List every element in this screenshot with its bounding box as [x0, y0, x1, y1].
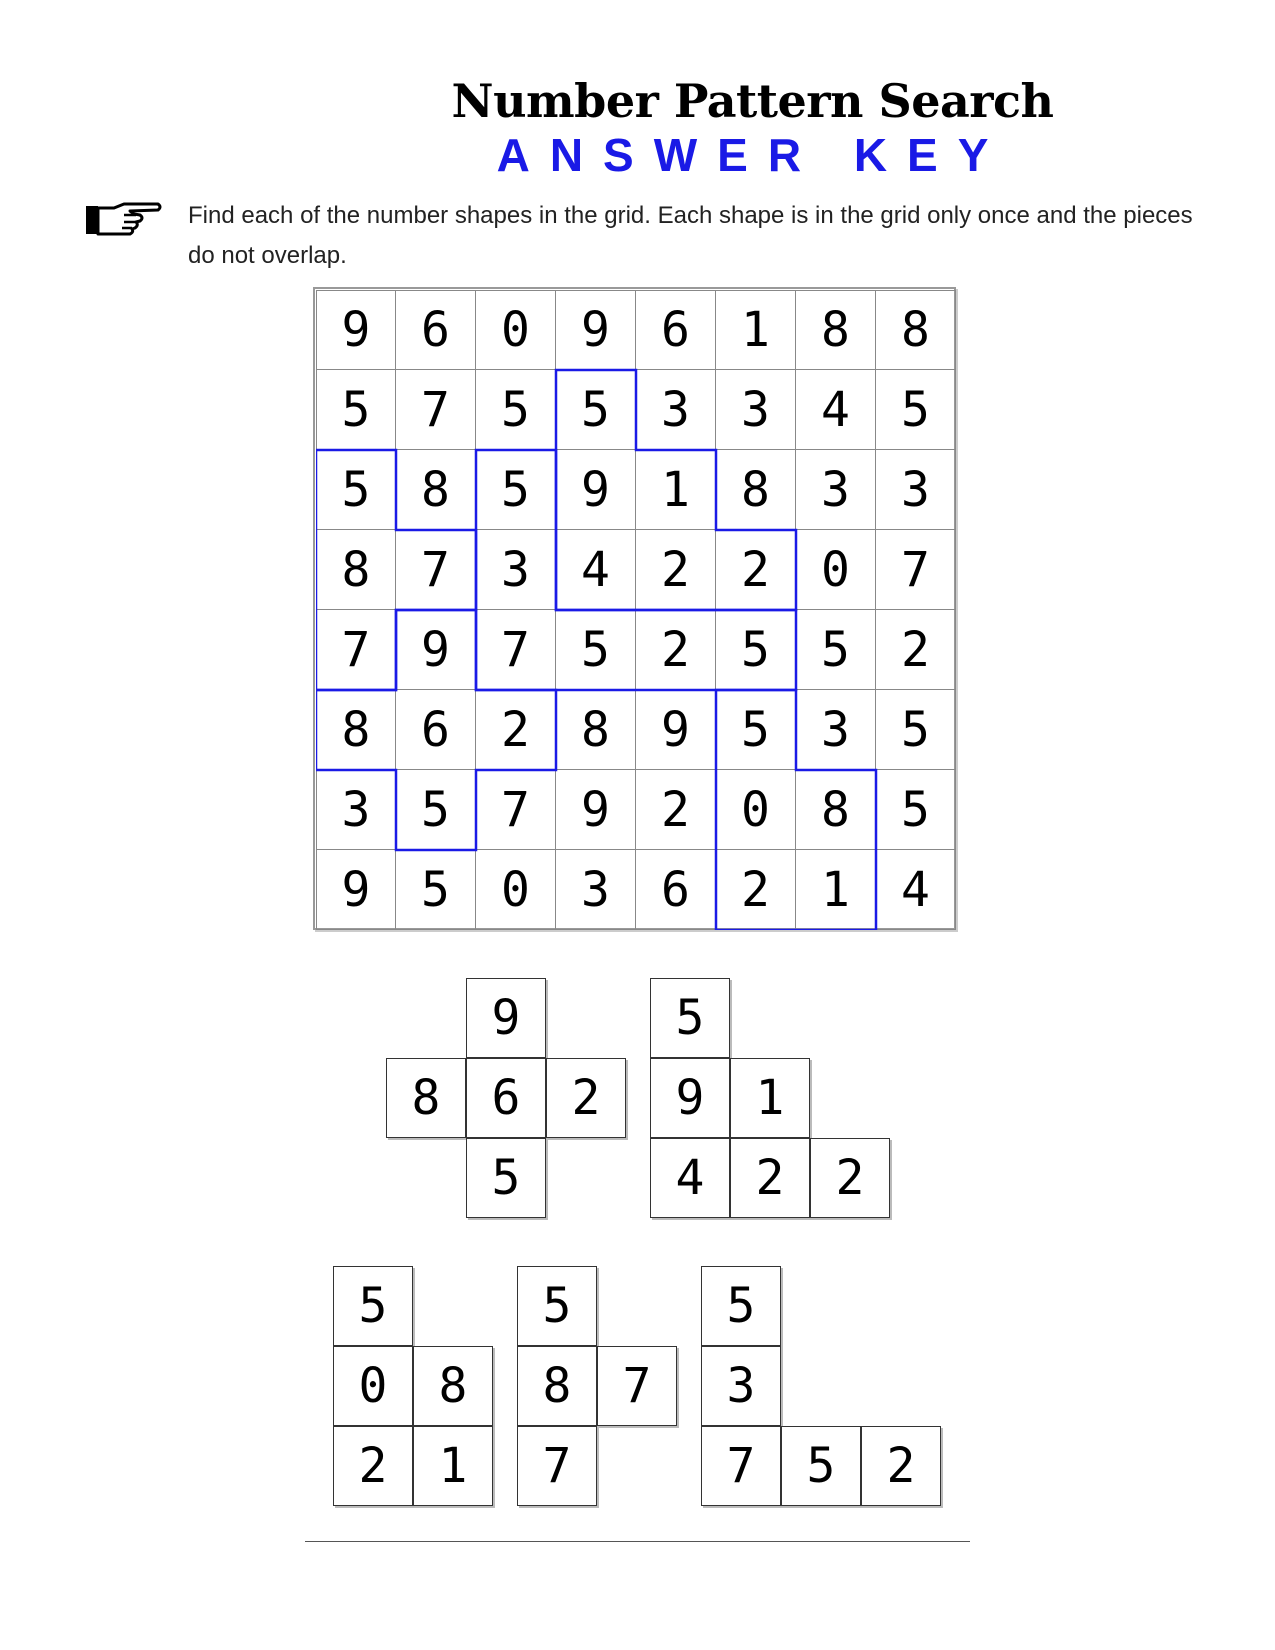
grid-cell: 2 — [476, 690, 556, 770]
grid-cell: 5 — [796, 610, 876, 690]
grid-cell: 5 — [396, 770, 476, 850]
grid-cell: 9 — [556, 290, 636, 370]
grid-cell: 8 — [796, 290, 876, 370]
piece-cell: 7 — [597, 1346, 677, 1426]
grid-cell: 5 — [876, 370, 956, 450]
piece-cell: 2 — [810, 1138, 890, 1218]
grid-cell: 1 — [636, 450, 716, 530]
grid-cell: 1 — [796, 850, 876, 930]
grid-cell: 3 — [796, 450, 876, 530]
grid-cell: 4 — [556, 530, 636, 610]
number-grid — [316, 290, 956, 930]
grid-cell: 7 — [476, 610, 556, 690]
grid-cell: 5 — [556, 370, 636, 450]
piece-cell: 8 — [517, 1346, 597, 1426]
grid-cell: 2 — [876, 610, 956, 690]
grid-cell: 0 — [796, 530, 876, 610]
grid-cell: 5 — [316, 450, 396, 530]
grid-cell: 9 — [316, 290, 396, 370]
grid-cell: 7 — [396, 530, 476, 610]
piece-cell: 0 — [333, 1346, 413, 1426]
piece-cell: 5 — [701, 1266, 781, 1346]
piece-cell: 4 — [650, 1138, 730, 1218]
grid-cell: 2 — [636, 610, 716, 690]
grid-cell: 9 — [636, 690, 716, 770]
grid-cell: 5 — [716, 690, 796, 770]
piece-cell: 2 — [333, 1426, 413, 1506]
grid-cell: 9 — [556, 450, 636, 530]
page-title: Number Pattern Search — [451, 74, 1054, 128]
piece-cell: 2 — [730, 1138, 810, 1218]
grid-cell: 3 — [636, 370, 716, 450]
grid-cell: 5 — [876, 690, 956, 770]
piece-cell: 5 — [650, 978, 730, 1058]
piece-cell: 5 — [466, 1138, 546, 1218]
grid-cell: 8 — [556, 690, 636, 770]
piece-cell: 1 — [730, 1058, 810, 1138]
grid-cell: 3 — [556, 850, 636, 930]
grid-cell: 2 — [716, 850, 796, 930]
piece-cell: 5 — [781, 1426, 861, 1506]
grid-cell: 2 — [716, 530, 796, 610]
grid-cell: 9 — [316, 850, 396, 930]
grid-cell: 8 — [316, 690, 396, 770]
piece-cell: 2 — [861, 1426, 941, 1506]
grid-cell: 9 — [396, 610, 476, 690]
grid-cell: 6 — [396, 290, 476, 370]
answer-key-label: ANSWER KEY — [496, 129, 1009, 181]
grid-cell: 7 — [396, 370, 476, 450]
piece-cell: 2 — [546, 1058, 626, 1138]
piece-cell: 5 — [517, 1266, 597, 1346]
piece-cell: 9 — [650, 1058, 730, 1138]
footer-divider — [305, 1541, 970, 1542]
piece-cell: 8 — [386, 1058, 466, 1138]
grid-cell: 2 — [636, 770, 716, 850]
grid-cell: 5 — [876, 770, 956, 850]
grid-cell: 0 — [476, 850, 556, 930]
grid-cell: 6 — [396, 690, 476, 770]
piece-cell: 6 — [466, 1058, 546, 1138]
grid-cell: 7 — [316, 610, 396, 690]
grid-cell: 4 — [796, 370, 876, 450]
piece-cell: 8 — [413, 1346, 493, 1426]
piece-cell: 9 — [466, 978, 546, 1058]
grid-cell: 0 — [476, 290, 556, 370]
pointing-hand-icon — [84, 198, 164, 240]
grid-cell: 3 — [716, 370, 796, 450]
grid-cell: 5 — [396, 850, 476, 930]
piece-cell: 1 — [413, 1426, 493, 1506]
grid-cell: 7 — [476, 770, 556, 850]
grid-cell: 3 — [476, 530, 556, 610]
grid-cell: 8 — [796, 770, 876, 850]
grid-cell: 6 — [636, 850, 716, 930]
grid-cell: 5 — [716, 610, 796, 690]
grid-cell: 3 — [796, 690, 876, 770]
grid-cell: 5 — [476, 450, 556, 530]
grid-cell: 5 — [476, 370, 556, 450]
grid-cell: 5 — [556, 610, 636, 690]
grid-cell: 0 — [716, 770, 796, 850]
grid-cell: 3 — [316, 770, 396, 850]
grid-cell: 7 — [876, 530, 956, 610]
grid-cell: 8 — [316, 530, 396, 610]
grid-cell: 6 — [636, 290, 716, 370]
grid-cell: 9 — [556, 770, 636, 850]
grid-cell: 8 — [396, 450, 476, 530]
grid-cell: 4 — [876, 850, 956, 930]
piece-cell: 7 — [517, 1426, 597, 1506]
grid-cell: 2 — [636, 530, 716, 610]
grid-cell: 1 — [716, 290, 796, 370]
piece-cell: 3 — [701, 1346, 781, 1426]
grid-cell: 8 — [716, 450, 796, 530]
piece-cell: 7 — [701, 1426, 781, 1506]
piece-cell: 5 — [333, 1266, 413, 1346]
grid-cell: 8 — [876, 290, 956, 370]
grid-cell: 3 — [876, 450, 956, 530]
grid-cell: 5 — [316, 370, 396, 450]
instructions-text: Find each of the number shapes in the grid. Each shape is in the grid only once and the pieces do not overlap. — [188, 202, 1193, 269]
